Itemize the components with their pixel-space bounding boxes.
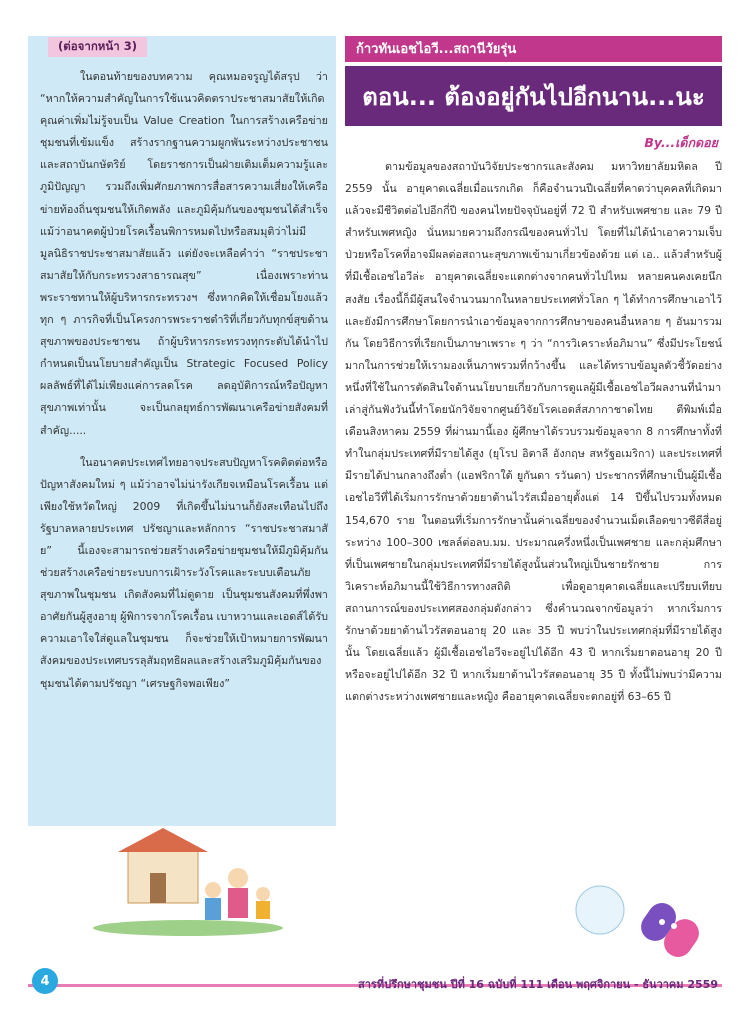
right-paragraph-1: ตามข้อมูลของสถาบันวิจัยประชากรและสังคม มหาวิทยาลัยมหิดล ปี 2559 นั้น อายุคาดเฉลี่ยเมื่อแรกเกิด ก็คือจำนวนปีเฉลี่ยที่คาดว่าบุคคลที่เกิดมาแล้วจะมีชีวิตต่อไปอีกกี่ปี ของคนไทยปัจจุบันอยู่ที่ 72 ปี สำหรับเพศชาย และ 79 ปี สำหรับเพศหญิง นั่นหมายความถึงกรณีของคนทั่วไป โดยที่ไม่ได้นำเอาความเจ็บป่วยหรือโรคที่อาจมีผลต่อสถานะสุขภาพเข้ามาเกี่ยวข้องด้วย แต่ เอ.. แล้วสำหรับผู้ที่มีเชื้อเอชไอวีล่ะ อายุคาดเฉลี่ยจะแตกต่างจากคนทั่วไปไหม หลายคนคงเคยนึกสงสัย เรื่องนี้ก็มีผู้สนใจจำนวนมากในหลายประเทศทั่วโลก ๆ ได้ทำการศึกษาเอาไว้ และยังมีการศึกษาโดยการนำเอาข้อมูลจากการศึกษาของคนอื่นหลาย ๆ อันมารวมกัน โดยวิธีการที่เรียกเป็นภาษาเพราะ ๆ ว่า “การวิเคราะห์อภิมาน” ซึ่งมีประโยชน์มากในการช่วยให้เรามองเห็นภาพรวมที่กว้างขึ้น และได้ทราบข้อมูลตัวชี้วัดอย่างหนึ่งที่ใช้ในการตัดสินใจด้านนโยบายเกี่ยวกับการดูแลผู้มีเชื้อเอชไอวีผลงานที่นำมาเล่าสู่กันฟังวันนี้ทำโดยนักวิจัยจากศูนย์วิจัยโรคเอดส์สภากาชาดไทย ตีพิมพ์เมื่อเดือนสิงหาคม 2559 ที่ผ่านมานี้เอง ผู้ศึกษาได้รวบรวมข้อมูลจาก 8 การศึกษาทั้งที่ทำในกลุ่มประเทศที่มีรายได้สูง (ยุโรป อิตาลี อังกฤษ สหรัฐอเมริกา) และประเทศที่มีรายได้ปานกลางถึงต่ำ (แอฟริกาใต้ ยูกันดา รวันดา) ประชากรที่ศึกษาเป็นผู้มีเชื้อเอชไอวีที่ได้เริ่มการรักษาด้วยยาต้านไวรัสเมื่ออายุตั้งแต่ 14 ปีขึ้นไปรวมทั้งหมด 154,670 ราย ในตอนที่เริ่มการรักษานั้นค่าเฉลี่ยของจำนวนเม็ดเลือดขาวซีดีสี่อยู่ระหว่าง 100–300 เซลล์ต่อลบ.มม. ประมาณครึ่งหนึ่งเป็นเพศชาย และกลุ่มศึกษาที่เป็นเพศชายในกลุ่มประเทศที่มีรายได้สูงนั้นส่วนใหญ่เป็นชายรักชาย การวิเคราะห์อภิมานนี้ใช้วิธีการทางสถิติ เพื่อดูอายุคาดเฉลี่ยและเปรียบเทียบสถานการณ์ของประเทศสองกลุ่มดังกล่าว ซึ่งคำนวณจากข้อมูลว่า หากเริ่มการรักษาด้วยยาต้านไวรัสตอนอายุ 20 และ 35 ปี พบว่าในประเทศกลุ่มที่มีรายได้สูงนั้น โดยเฉลี่ยแล้ว ผู้มีเชื้อเอชไอวีจะอยู่ไปได้อีก 43 ปี หากเริ่มยาตอนอายุ 20 ปี หรือจะอยู่ไปได้อีก 32 ปี หากเริ่มยาต้านไวรัสตอนอายุ 35 ปี ทั้งนี้ไม่พบว่ามีความแตกต่างระหว่างเพศชายและหญิง คืออายุคาดเฉลี่ยจะตกอยู่ที่ 63–65 ปี: [345, 160, 722, 704]
left-article-body: [40, 66, 328, 695]
left-paragraph-2: ในอนาคตประเทศไทยอาจประสบปัญหาโรคติดต่อหรือปัญหาสังคมใหม่ ๆ แม้ว่าอาจไม่น่ารังเกียจเหมือนโรคเรื้อน แต่เพียงใช้หวัดใหญ่ 2009 ที่เกิดขึ้นไม่นานก็ยังสะเทือนไปถึงรัฐบาลหลายประเทศ ปรัชญาและหลักการ “ราชประชาสมาสัย” นี้เองจะสามารถช่วยสร้างเครือข่ายชุมชนให้มีภูมิคุ้มกัน ช่วยสร้างเครือข่ายระบบการเฝ้าระวังโรคและระบบเตือนภัยสุขภาพในชุมชน เกิดสังคมที่ไม่ดูดาย เป็นชุมชนสังคมที่พึ่งพาอาศัยกันผู้สูงอายุ ผู้พิการจากโรคเรื้อน เบาหวานและเอดส์ได้รับความเอาใจใส่ดูแลในชุมชน ก็จะช่วยให้เป้าหมายการพัฒนาสังคมของประเทศบรรลุสัมฤทธิผลและสร้างเสริมภูมิคุ้มกันของชุมชนได้ตามปรัชญา “เศรษฐกิจพอเพียง”: [40, 455, 328, 690]
article-byline: By...เด็กดอย: [644, 135, 718, 150]
page-number-badge: 4: [32, 968, 58, 994]
publication-footer: สารที่ปรึกษาชุมชน ปีที่ 16 ฉบับที่ 111 เดือน พฤศจิกายน - ธันวาคม 2559: [358, 978, 718, 991]
article-title: ตอน... ต้องอยู่กันไปอีกนาน...นะ: [362, 82, 705, 111]
family-house-illustration: [88, 828, 288, 938]
continued-label: (ต่อจากหน้า 3): [48, 37, 147, 57]
right-article-body: [345, 156, 722, 708]
left-paragraph-1: ในตอนท้ายของบทความ คุณหมอจรูญได้สรุป ว่า “หากให้ความสำคัญในการใช้แนวคิดตราประชาสมาสัยให้เกิดคุณค่าเพิ่มไม่รู้จบเป็น Value Creation ในการสร้างเครือข่ายชุมชนที่เข้มแข็ง สร้างรากฐานความผูกพันระหว่างประชาชนและสถาบันกษัตริย์ โดยราชการเป็นฝ่ายเติมเต็มความรู้และภูมิปัญญา รวมถึงเพิ่มศักยภาพการสื่อสารความเสี่ยงให้เครือข่ายท้องถิ่นชุมชนให้เกิดพลัง และภูมิคุ้มกันของชุมชนได้สำเร็จแม้ว่าอนาคตผู้ป่วยโรคเรื้อนพิการหมดไปหรือสมมุติว่าไม่มีมูลนิธิราชประชาสมาสัยแล้ว แต่ยังจะเหลือคำว่า “ราชประชาสมาสัยให้กับกระทรวงสาธารณสุข” เนื่องเพราะท่านพระราชทานให้ผู้บริหารกระทรวงฯ ซึ่งหากคิดให้เชื่อมโยงแล้ว ทุก ๆ ภารกิจที่เป็นโครงการพระราชดำริที่เกี่ยวกับทุกข์สุขด้านสุขภาพของประชาชน ถ้าผู้บริหารกระทรวงทุกระดับได้นำไปกำหนดเป็นนโยบายสำคัญเป็น Strategic Focused Policy ผลลัพธ์ที่ได้ไม่เพียงแค่การลดโรค ลดอุบัติการณ์หรือปัญหาสุขภาพเท่านั้น จะเป็นกลยุทธ์การพัฒนาเครือข่ายสังคมที่สำคัญ.....: [40, 70, 328, 437]
section-kicker: ก้าวทันเอชไอวี...สถานีวัยรุ่น: [356, 42, 517, 57]
pill-capsule-illustration: [570, 870, 720, 970]
